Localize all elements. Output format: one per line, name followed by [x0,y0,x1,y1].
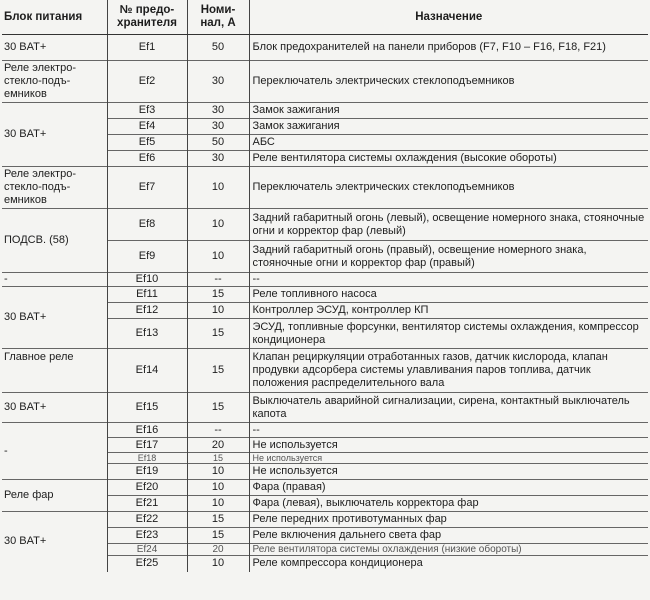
table-row [2,273,648,287]
purpose-cell: Не используется [249,438,648,453]
group-cell: Главное реле [2,349,107,393]
header-purpose: Назначение [249,0,648,35]
group-cell: Реле электро- стекло-подъ- емников [2,167,107,209]
fuse-cell: Ef6 [107,151,187,167]
rating-cell: 10 [187,241,249,273]
rating-cell: 15 [187,393,249,423]
table-row [2,393,648,423]
group-cell: 30 BAT+ [4,41,47,53]
purpose-cell: -- [249,423,648,438]
fuse-table [2,0,648,572]
rating-cell: 15 [187,528,249,544]
purpose-cell: АБС [249,135,648,151]
purpose-cell: Замок зажигания [249,119,648,135]
rating-cell: -- [187,423,249,438]
header-fuse-number: № предо- хранителя [107,0,187,35]
fuse-cell: Ef3 [107,103,187,119]
table-row [2,35,648,61]
rating-cell: 15 [187,512,249,528]
fuse-cell: Ef15 [107,393,187,423]
table-row [2,103,648,119]
fuse-cell: Ef21 [107,496,187,512]
rating-cell: 15 [187,349,249,393]
purpose-cell: Фара (правая) [249,480,648,496]
fuse-cell: Ef7 [107,167,187,209]
purpose-cell: Реле вентилятора системы охлаждения (низкие обороты) [249,544,648,556]
rating-cell: 50 [187,135,249,151]
fuse-cell: Ef16 [107,423,187,438]
purpose-cell: Реле компрессора кондиционера [249,556,648,572]
rating-cell: 50 [187,35,249,61]
group-cell: - [2,273,107,287]
fuse-cell: Ef25 [107,556,187,572]
group-cell: Реле электро- стекло-подъ- емников [2,61,107,103]
purpose-cell: Переключатель электрических стеклоподъемников [249,167,648,209]
rating-cell: 30 [187,103,249,119]
rating-cell: 30 [187,119,249,135]
group-cell: 30 BAT+ [2,287,107,349]
fuse-cell: Ef17 [107,438,187,453]
fuse-cell: Ef23 [107,528,187,544]
fuse-cell: Ef19 [107,464,187,480]
rating-cell: 10 [187,167,249,209]
purpose-cell: Выключатель аварийной сигнализации, сирена, контактный выключатель капота [249,393,648,423]
header-power-block: Блок питания [2,0,107,35]
rating-cell: 10 [187,496,249,512]
rating-cell: 30 [187,61,249,103]
rating-cell: 15 [187,319,249,349]
purpose-cell: Фара (левая), выключатель корректора фар [249,496,648,512]
purpose-cell: Реле вентилятора системы охлаждения (высокие обороты) [249,151,648,167]
group-cell: - [2,423,107,480]
table-row [2,349,648,393]
purpose-cell: Задний габаритный огонь (левый), освещение номерного знака, стояночные огни и корректор фар (левый) [249,209,648,241]
rating-cell: 10 [187,209,249,241]
fuse-cell: Ef8 [107,209,187,241]
table-row [2,480,648,496]
purpose-cell: Блок предохранителей на панели приборов (F7, F10 – F16, F18, F21) [249,35,648,61]
rating-cell: 20 [187,438,249,453]
fuse-cell: Ef14 [107,349,187,393]
table-header-row [2,0,648,35]
fuse-cell: Ef12 [107,303,187,319]
fuse-cell: Ef2 [107,61,187,103]
purpose-cell: Не используется [249,464,648,480]
rating-cell: 10 [187,303,249,319]
table-row [2,167,648,209]
fuse-cell: Ef1 [107,35,187,61]
fuse-cell: Ef18 [107,453,187,464]
fuse-cell: Ef10 [107,273,187,287]
rating-cell: 10 [187,480,249,496]
table-row [2,423,648,438]
rating-cell: 10 [187,464,249,480]
rating-cell: 30 [187,151,249,167]
rating-cell: 15 [187,453,249,464]
fuse-cell: Ef4 [107,119,187,135]
rating-cell: 15 [187,287,249,303]
purpose-cell: Замок зажигания [249,103,648,119]
group-cell: Реле фар [2,480,107,512]
purpose-cell: Не используется [249,453,648,464]
table-row [2,512,648,528]
purpose-cell: Задний габаритный огонь (правый), освещение номерного знака, стояночные огни и корректор фар (правый) [249,241,648,273]
fuse-cell: Ef22 [107,512,187,528]
fuse-cell: Ef9 [107,241,187,273]
fuse-cell: Ef20 [107,480,187,496]
group-cell: 30 BAT+ [2,393,107,423]
purpose-cell: Реле включения дальнего света фар [249,528,648,544]
purpose-cell: Переключатель электрических стеклоподъемников [249,61,648,103]
fuse-cell: Ef5 [107,135,187,151]
purpose-cell: Реле топливного насоса [249,287,648,303]
purpose-cell: -- [249,273,648,287]
fuse-cell: Ef11 [107,287,187,303]
group-cell: 30 BAT+ [2,103,107,167]
rating-cell: 20 [187,544,249,556]
fuse-cell: Ef24 [107,544,187,556]
table-row [2,209,648,241]
group-cell: ПОДСВ. (58) [2,209,107,273]
fuse-cell: Ef13 [107,319,187,349]
group-cell: 30 BAT+ [2,512,107,572]
header-rating: Номи- нал, А [187,0,249,35]
purpose-cell: Клапан рециркуляции отработанных газов, датчик кислорода, клапан продувки адсорбера системы улавливания паров топлива, датчик положения распределительного вала [249,349,648,393]
purpose-cell: Реле передних противотуманных фар [249,512,648,528]
table-row [2,287,648,303]
rating-cell: -- [187,273,249,287]
purpose-cell: Контроллер ЭСУД, контроллер КП [249,303,648,319]
rating-cell: 10 [187,556,249,572]
table-row [2,61,648,103]
purpose-cell: ЭСУД, топливные форсунки, вентилятор системы охлаждения, компрессор кондиционера [249,319,648,349]
